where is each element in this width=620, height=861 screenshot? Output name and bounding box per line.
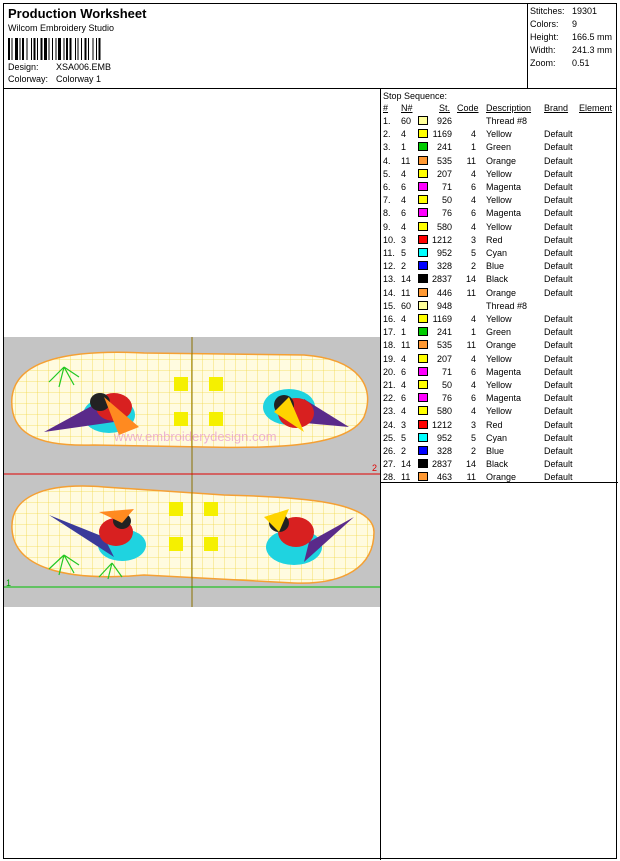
stop-code: 4	[470, 195, 476, 206]
stop-num: 13.	[383, 274, 396, 285]
stop-code: 5	[470, 248, 476, 258]
stop-needle: 6	[401, 182, 407, 192]
stop-brand: Default	[544, 195, 573, 206]
design-value: XSA006.EMB	[56, 62, 112, 72]
stop-row	[382, 420, 618, 433]
stop-code: 4	[470, 168, 476, 179]
stop-num: 18.	[383, 340, 396, 351]
stop-row	[382, 354, 618, 367]
stop-stitches: 926	[436, 116, 452, 126]
stop-num: 28.	[383, 472, 396, 483]
stop-num: 23.	[383, 406, 396, 417]
stop-needle: 4	[401, 406, 407, 417]
stop-row	[382, 195, 618, 208]
stop-code: 6	[470, 208, 476, 219]
stop-brand: Default	[544, 261, 573, 272]
stop-needle: 6	[401, 208, 407, 219]
stop-stitches: 535	[436, 155, 452, 166]
stop-stitches: 76	[441, 393, 452, 404]
stop-num: 17.	[383, 327, 396, 338]
stop-stitches: 446	[436, 287, 452, 298]
stop-description: Magenta	[486, 393, 522, 404]
stop-row	[382, 208, 618, 221]
stop-brand: Default	[544, 419, 573, 430]
column-divider	[380, 88, 381, 860]
stop-description: Yellow	[486, 129, 512, 140]
stop-stitches: 2837	[431, 274, 452, 285]
colorway-row	[8, 74, 101, 84]
stop-needle: 5	[401, 248, 407, 258]
stop-row	[382, 472, 618, 485]
stop-num: 2.	[383, 129, 391, 140]
stop-brand: Default	[544, 129, 573, 140]
stop-description: Blue	[486, 446, 505, 456]
col-header-element: Element	[579, 103, 613, 113]
stop-row	[382, 314, 618, 327]
stop-stitches: 1212	[431, 419, 452, 430]
stop-stitches: 328	[436, 261, 452, 272]
stop-row	[382, 116, 618, 129]
stop-row	[382, 301, 618, 314]
stop-stitches: 948	[436, 300, 452, 311]
stop-row	[382, 222, 618, 235]
stop-stitches: 580	[436, 406, 452, 417]
stop-row	[382, 288, 618, 301]
stop-stitches: 241	[436, 327, 452, 338]
stop-num: 10.	[383, 234, 396, 245]
color-swatch	[418, 156, 428, 165]
design-label: Design:	[8, 62, 39, 72]
stop-code: 4	[470, 314, 476, 324]
stop-needle: 6	[401, 366, 407, 377]
stop-stitches: 1169	[432, 129, 452, 140]
stop-stitches: 50	[441, 380, 452, 390]
stop-description: Magenta	[486, 366, 522, 377]
stop-num: 3.	[383, 142, 391, 153]
col-header-brand: Brand	[544, 103, 569, 113]
stop-description: Thread #8	[486, 116, 528, 126]
stop-description: Yellow	[486, 195, 512, 206]
stop-brand: Default	[544, 446, 573, 456]
stop-description: Red	[486, 234, 503, 245]
stop-description: Red	[486, 419, 503, 430]
stop-num: 26.	[383, 446, 396, 456]
stop-needle: 4	[401, 353, 407, 364]
stop-row	[382, 380, 618, 393]
stop-row	[382, 446, 618, 459]
marker-1: 1	[6, 578, 12, 588]
stop-brand: Default	[544, 274, 573, 285]
stop-code: 2	[470, 446, 476, 456]
stop-needle: 6	[401, 393, 407, 404]
stop-num: 14.	[383, 287, 396, 298]
stop-stitches: 1169	[432, 314, 452, 324]
stop-num: 27.	[383, 459, 396, 470]
stop-row	[382, 327, 618, 340]
stop-needle: 2	[401, 446, 407, 456]
col-header-stitches: St.	[439, 103, 451, 113]
stop-brand: Default	[544, 155, 573, 166]
stop-num: 16.	[383, 314, 396, 324]
stop-brand: Default	[544, 406, 573, 417]
stop-needle: 14	[401, 459, 412, 470]
stop-num: 7.	[383, 195, 391, 206]
stop-row	[382, 393, 618, 406]
stop-code: 11	[466, 340, 476, 351]
stop-description: Yellow	[486, 353, 512, 364]
color-swatch	[418, 208, 428, 217]
stop-code: 11	[466, 287, 476, 298]
stop-needle: 11	[401, 340, 411, 351]
stop-code: 11	[466, 155, 476, 166]
stop-description: Cyan	[486, 432, 508, 443]
stop-stitches: 463	[436, 472, 452, 483]
stop-needle: 4	[401, 221, 407, 232]
stop-brand: Default	[544, 340, 573, 351]
stop-needle: 4	[401, 129, 407, 140]
stop-brand: Default	[544, 182, 573, 192]
stop-stitches: 207	[436, 353, 452, 364]
stop-num: 5.	[383, 168, 391, 179]
stop-num: 24.	[383, 419, 396, 430]
color-swatch	[418, 433, 428, 442]
stop-code: 2	[470, 261, 476, 272]
stop-code: 4	[470, 406, 476, 417]
stop-row	[382, 274, 618, 287]
colorway-value: Colorway 1	[56, 74, 102, 84]
color-swatch	[418, 129, 428, 138]
stop-num: 6.	[383, 182, 391, 192]
stop-code: 3	[470, 234, 476, 245]
stop-description: Cyan	[486, 248, 508, 258]
stop-row	[382, 248, 618, 261]
col-header-code: Code	[457, 103, 479, 113]
stop-code: 14	[465, 459, 476, 470]
color-swatch	[418, 182, 428, 191]
stop-row	[382, 142, 618, 155]
stop-stitches: 580	[436, 221, 452, 232]
stop-brand: Default	[544, 248, 573, 258]
color-swatch	[418, 116, 428, 125]
stop-description: Yellow	[486, 406, 512, 417]
stop-brand: Default	[544, 432, 573, 443]
stop-num: 20.	[383, 366, 396, 377]
stop-stitches: 952	[436, 432, 452, 443]
stop-code: 4	[470, 129, 476, 140]
color-swatch	[418, 261, 428, 270]
stop-description: Magenta	[486, 182, 522, 192]
stop-stitches: 207	[436, 168, 452, 179]
stat-width: Width: 241.3 mm	[530, 45, 613, 55]
stop-needle: 3	[401, 419, 407, 430]
stop-description: Orange	[486, 472, 517, 483]
color-swatch	[418, 354, 428, 363]
stop-brand: Default	[544, 234, 573, 245]
stop-needle: 60	[401, 116, 412, 126]
stat-height: Height: 166.5 mm	[530, 32, 613, 42]
stop-num: 4.	[383, 155, 391, 166]
stop-needle: 4	[401, 195, 407, 206]
stop-brand: Default	[544, 472, 573, 483]
stop-brand: Default	[544, 142, 573, 153]
stat-colors: Colors: 9	[530, 19, 578, 29]
stop-code: 1	[470, 142, 476, 153]
stop-num: 15.	[383, 300, 396, 311]
color-swatch	[418, 380, 428, 389]
stop-brand: Default	[544, 314, 573, 324]
color-swatch	[418, 235, 428, 244]
stop-sequence-label: Stop Sequence:	[383, 91, 448, 101]
stop-description: Yellow	[486, 221, 512, 232]
stop-row	[382, 156, 618, 169]
stop-num: 25.	[383, 432, 396, 443]
stop-row	[382, 235, 618, 248]
col-header-description: Description	[486, 103, 532, 113]
worksheet-header	[4, 4, 616, 89]
col-header-needle: N#	[401, 103, 413, 113]
color-swatch	[418, 314, 428, 323]
software-name: Wilcom Embroidery Studio	[8, 23, 115, 33]
color-swatch	[418, 142, 428, 151]
color-swatch	[418, 274, 428, 283]
color-swatch	[418, 222, 428, 231]
stop-description: Green	[486, 327, 512, 338]
stop-needle: 4	[401, 168, 407, 179]
stop-brand: Default	[544, 459, 573, 470]
stop-brand: Default	[544, 393, 573, 404]
color-swatch	[418, 195, 428, 204]
stop-needle: 11	[401, 287, 411, 298]
color-swatch	[418, 248, 428, 257]
stop-needle: 1	[401, 142, 407, 153]
stop-num: 9.	[383, 221, 391, 232]
stop-needle: 14	[401, 274, 412, 285]
stat-stitches: Stitches: 19301	[530, 6, 598, 16]
stop-code: 4	[470, 380, 476, 390]
stop-num: 1.	[383, 116, 391, 126]
stop-stitches: 535	[436, 340, 452, 351]
color-swatch	[418, 367, 428, 376]
color-swatch	[418, 446, 428, 455]
stop-row	[382, 433, 618, 446]
stop-description: Orange	[486, 340, 517, 351]
stop-description: Green	[486, 142, 512, 153]
design-preview	[4, 337, 380, 607]
stop-num: 8.	[383, 208, 391, 219]
stop-brand: Default	[544, 221, 573, 232]
stop-needle: 1	[401, 327, 407, 338]
stop-needle: 11	[401, 472, 411, 483]
stop-num: 19.	[383, 353, 396, 364]
stop-brand: Default	[544, 353, 573, 364]
stop-brand: Default	[544, 287, 573, 298]
color-swatch	[418, 288, 428, 297]
stop-code: 14	[465, 274, 476, 285]
stop-needle: 3	[401, 234, 407, 245]
stop-stitches: 1212	[431, 234, 452, 245]
stop-brand: Default	[544, 380, 573, 390]
stop-num: 11.	[383, 248, 395, 258]
color-swatch	[418, 472, 428, 481]
stop-needle: 4	[401, 314, 407, 324]
stop-description: Orange	[486, 287, 517, 298]
marker-2: 2	[372, 463, 378, 473]
stop-stitches: 2837	[431, 459, 452, 470]
stop-brand: Default	[544, 208, 573, 219]
stop-code: 6	[470, 366, 476, 377]
stop-num: 12.	[383, 261, 396, 272]
design-stats	[527, 4, 618, 88]
color-swatch	[418, 420, 428, 429]
stop-description: Orange	[486, 155, 517, 166]
watermark-text: www.embroiderydesign.com	[114, 429, 277, 444]
stop-code: 6	[470, 393, 476, 404]
barcode-graphic	[8, 38, 134, 60]
stop-row	[382, 169, 618, 182]
stop-needle: 2	[401, 261, 407, 272]
color-swatch	[418, 393, 428, 402]
stop-stitches: 50	[441, 195, 452, 206]
color-swatch	[418, 406, 428, 415]
worksheet-frame	[3, 3, 617, 859]
page-title: Production Worksheet	[8, 6, 147, 21]
stop-stitches: 71	[441, 182, 452, 192]
stop-description: Yellow	[486, 380, 512, 390]
stop-description: Black	[486, 459, 509, 470]
stop-row	[382, 261, 618, 274]
stop-needle: 4	[401, 380, 407, 390]
stop-num: 21.	[383, 380, 396, 390]
col-header-num: #	[383, 103, 389, 113]
stop-needle: 60	[401, 300, 412, 311]
color-swatch	[418, 169, 428, 178]
stop-brand: Default	[544, 366, 573, 377]
stop-code: 6	[470, 182, 476, 192]
stop-code: 5	[470, 432, 476, 443]
stop-description: Black	[486, 274, 509, 285]
stop-stitches: 76	[441, 208, 452, 219]
color-swatch	[418, 459, 428, 468]
stop-stitches: 241	[436, 142, 452, 153]
stop-brand: Default	[544, 327, 573, 338]
color-swatch	[418, 327, 428, 336]
stop-description: Magenta	[486, 208, 522, 219]
stop-stitches: 71	[441, 366, 452, 377]
stop-description: Yellow	[486, 314, 512, 324]
stop-row	[382, 459, 618, 472]
stop-row	[382, 182, 618, 195]
stop-num: 22.	[383, 393, 396, 404]
stop-needle: 5	[401, 432, 407, 443]
stop-row	[382, 340, 618, 353]
stop-stitches: 952	[436, 248, 452, 258]
stop-code: 3	[470, 419, 476, 430]
stop-row	[382, 406, 618, 419]
stop-stitches: 328	[436, 446, 452, 456]
colorway-label: Colorway:	[8, 74, 49, 84]
color-swatch	[418, 301, 428, 310]
stop-description: Yellow	[486, 168, 512, 179]
stop-code: 11	[466, 472, 476, 483]
stop-description: Blue	[486, 261, 505, 272]
stat-zoom: Zoom: 0.51	[530, 58, 590, 68]
stop-needle: 11	[401, 155, 411, 166]
stop-code: 1	[470, 327, 476, 338]
design-row	[8, 62, 111, 72]
stop-brand: Default	[544, 168, 573, 179]
stop-code: 4	[470, 221, 476, 232]
stop-description: Thread #8	[486, 300, 528, 311]
stop-code: 4	[470, 353, 476, 364]
stop-row	[382, 129, 618, 142]
stop-row	[382, 367, 618, 380]
color-swatch	[418, 340, 428, 349]
